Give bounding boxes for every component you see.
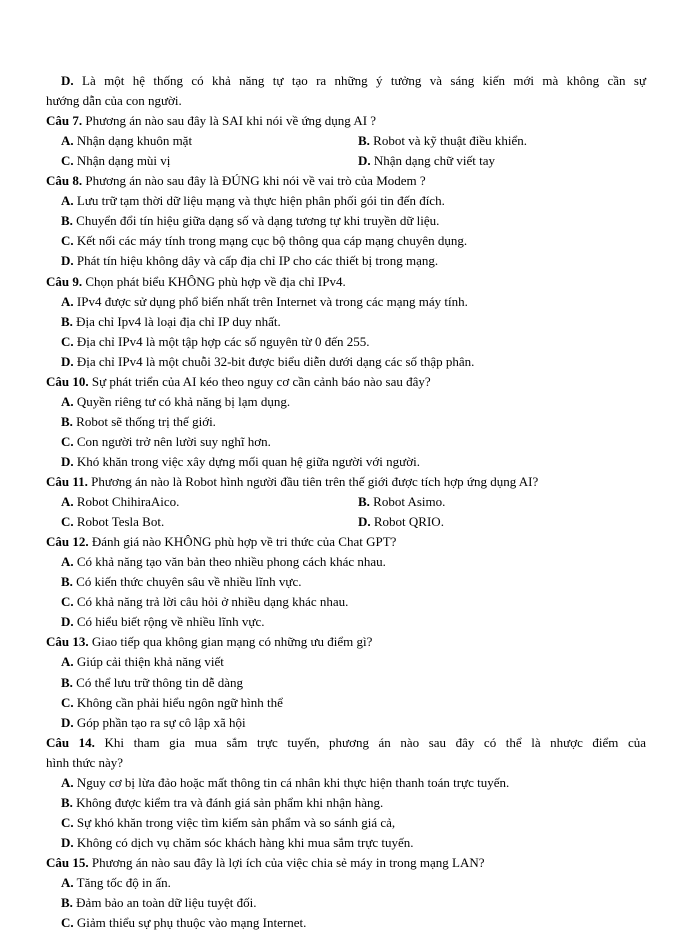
option-key: D. — [61, 73, 74, 88]
option-text: Địa chỉ IPv4 là một tập hợp các số nguyên từ 0 đến 255. — [76, 333, 370, 349]
option-text: Phát tín hiệu không dây và cấp địa chỉ IP cho các thiết bị trong mạng. — [76, 253, 439, 269]
option-key: C. — [61, 514, 74, 530]
answer-option — [61, 253, 438, 269]
question-number: Câu 15. — [46, 854, 89, 870]
option-text: Nguy cơ bị lừa đảo hoặc mất thông tin cá nhân khi thực hiện thanh toán trực tuyến. — [76, 774, 510, 790]
option-text: Không cần phải hiểu ngôn ngữ hình thể — [76, 694, 283, 710]
option-key: C. — [61, 153, 74, 169]
answer-option — [61, 895, 257, 911]
question-number: Câu 7. — [46, 113, 83, 129]
answer-option — [61, 394, 290, 410]
answer-option — [61, 815, 395, 831]
question-stem — [46, 534, 396, 550]
option-key: A. — [61, 133, 74, 149]
answer-option — [61, 835, 414, 851]
answer-option — [61, 915, 306, 931]
answer-option — [61, 654, 224, 670]
option-key: D. — [358, 153, 371, 169]
option-text: Kết nối các máy tính trong mạng cục bộ thông qua cáp mạng chuyên dụng. — [76, 233, 468, 249]
option-text: IPv4 được sử dụng phổ biến nhất trên Internet và trong các mạng máy tính. — [76, 293, 468, 309]
answer-option — [61, 675, 243, 691]
option-key: C. — [61, 915, 74, 931]
option-key: A. — [61, 654, 74, 670]
continuation-text: hình thức này? — [46, 754, 124, 770]
answer-option — [358, 153, 495, 169]
question-number: Câu 14. — [46, 734, 95, 750]
question-text: Sự phát triển của AI kéo theo nguy cơ cần cảnh báo nào sau đây? — [91, 373, 431, 389]
option-key: D. — [61, 253, 74, 269]
answer-option — [61, 695, 283, 711]
option-text: Robot và kỹ thuật điều khiển. — [373, 133, 527, 149]
answer-option — [61, 133, 192, 149]
option-text: Có thể lưu trữ thông tin dễ dàng — [76, 674, 243, 690]
option-key: C. — [61, 233, 74, 249]
option-text: Là một hệ thống có khả năng tự tạo ra những ý tưởng và sáng kiến mới mà không cần sự — [82, 73, 647, 88]
option-key: B. — [61, 895, 73, 911]
option-key: D. — [358, 514, 371, 530]
answer-option — [358, 494, 445, 510]
answer-option — [358, 133, 527, 149]
answer-option — [61, 614, 264, 630]
text-continuation — [46, 93, 182, 109]
question-number: Câu 13. — [46, 634, 89, 650]
answer-option — [61, 193, 445, 209]
answer-option — [61, 875, 171, 891]
answer-option — [358, 514, 444, 530]
option-text: Sự khó khăn trong việc tìm kiếm sản phẩm và so sánh giá cả, — [76, 814, 396, 830]
option-key: B. — [61, 674, 73, 690]
question-number: Câu 12. — [46, 534, 89, 550]
answer-option — [61, 574, 301, 590]
option-key: A. — [61, 554, 74, 570]
option-text: Robot Asimo. — [373, 494, 446, 510]
option-key: A. — [61, 393, 74, 409]
question-number: Câu 9. — [46, 273, 83, 289]
option-text: Giúp cải thiện khả năng viết — [76, 654, 224, 670]
option-text: Nhận dạng khuôn mặt — [76, 133, 193, 149]
option-key: D. — [61, 453, 74, 469]
question-text: Chọn phát biểu KHÔNG phù hợp về địa chỉ IPv4. — [85, 273, 346, 289]
answer-option — [61, 454, 420, 470]
option-text: Giảm thiểu sự phụ thuộc vào mạng Internet. — [76, 915, 307, 931]
continuation-text: hướng dẫn của con người. — [46, 93, 182, 109]
answer-option — [61, 715, 246, 731]
answer-option — [61, 494, 179, 510]
answer-option — [61, 354, 474, 370]
option-key: B. — [358, 494, 370, 510]
option-key: A. — [61, 875, 74, 890]
option-text: Khó khăn trong việc xây dựng mối quan hệ giữa người với người. — [76, 453, 420, 469]
question-stem — [46, 274, 346, 290]
question-stem — [46, 173, 426, 189]
option-text: Không có dịch vụ chăm sóc khách hàng khi mua sắm trực tuyến. — [76, 834, 414, 850]
option-text: Có khả năng trả lời câu hỏi ở nhiều dạng khác nhau. — [76, 594, 349, 610]
option-text: Nhận dạng chữ viết tay — [373, 153, 496, 169]
option-key: B. — [358, 133, 370, 149]
answer-option — [61, 294, 468, 310]
option-key: B. — [61, 794, 73, 810]
answer-option — [61, 775, 509, 791]
text-continuation — [46, 755, 123, 771]
answer-option — [61, 233, 467, 249]
answer-option — [61, 414, 216, 430]
option-text: Có khả năng tạo văn bản theo nhiều phong cách khác nhau. — [76, 554, 386, 570]
answer-option — [61, 554, 386, 570]
option-key: B. — [61, 413, 73, 429]
question-text: Phương án nào sau đây là ĐÚNG khi nói về vai trò của Modem ? — [85, 173, 426, 189]
answer-option — [61, 213, 439, 229]
option-key: C. — [61, 694, 74, 710]
answer-option — [61, 434, 271, 450]
question-stem — [46, 474, 538, 490]
question-number: Câu 8. — [46, 173, 83, 189]
option-text: Quyền riêng tư có khả năng bị lạm dụng. — [76, 393, 291, 409]
question-stem — [46, 855, 485, 871]
option-text: Lưu trữ tạm thời dữ liệu mạng và thực hiện phân phối gói tin đến đích. — [76, 193, 445, 209]
question-text: Phương án nào sau đây là SAI khi nói về ứng dụng AI ? — [85, 113, 377, 129]
option-key: C. — [61, 594, 74, 610]
answer-option — [61, 795, 383, 811]
option-key: D. — [61, 714, 74, 730]
answer-option — [61, 314, 281, 330]
question-text: Đánh giá nào KHÔNG phù hợp về tri thức của Chat GPT? — [91, 534, 397, 550]
option-text: Địa chỉ IPv4 là một chuỗi 32-bit được biểu diễn dưới dạng các số thập phân. — [76, 353, 475, 369]
option-key: A. — [61, 293, 74, 309]
option-text: Nhận dạng mùi vị — [76, 153, 171, 169]
answer-option — [61, 514, 164, 530]
option-key: D. — [61, 614, 74, 630]
option-text: Có kiến thức chuyên sâu về nhiều lĩnh vực. — [76, 574, 302, 590]
option-text: Chuyển đổi tín hiệu giữa dạng số và dạng tương tự khi truyền dữ liệu. — [76, 213, 440, 229]
question-number: Câu 10. — [46, 373, 89, 389]
question-text: Giao tiếp qua không gian mạng có những ưu điểm gì? — [91, 634, 373, 650]
option-text: Robot sẽ thống trị thế giới. — [76, 413, 216, 429]
option-text: Góp phần tạo ra sự cô lập xã hội — [76, 714, 246, 730]
question-text: Phương án nào là Robot hình người đầu tiên trên thế giới được tích hợp ứng dụng AI? — [91, 474, 539, 489]
option-text: Có hiểu biết rộng về nhiều lĩnh vực. — [76, 614, 265, 630]
answer-option — [61, 594, 348, 610]
option-key: A. — [61, 494, 74, 510]
option-text: Robot QRIO. — [373, 514, 444, 530]
answer-option — [61, 73, 646, 89]
option-key: C. — [61, 333, 74, 349]
option-key: C. — [61, 433, 74, 449]
option-key: A. — [61, 774, 74, 790]
option-text: Robot ChihiraAico. — [76, 494, 180, 510]
option-key: D. — [61, 834, 74, 850]
option-key: B. — [61, 313, 73, 329]
option-text: Không được kiểm tra và đánh giá sản phẩm khi nhận hàng. — [76, 794, 384, 810]
question-text: Khi tham gia mua sắm trực tuyến, phương án nào sau đây có thể là nhược điểm của — [104, 734, 647, 750]
question-stem — [46, 374, 431, 390]
option-key: B. — [61, 574, 73, 590]
answer-option — [61, 153, 170, 169]
answer-option — [61, 334, 370, 350]
question-stem — [46, 634, 372, 650]
option-key: A. — [61, 193, 74, 209]
option-key: B. — [61, 213, 73, 229]
option-text: Tăng tốc độ in ấn. — [76, 875, 171, 890]
option-text: Con người trở nên lười suy nghĩ hơn. — [76, 433, 271, 449]
option-text: Robot Tesla Bot. — [76, 514, 165, 530]
option-text: Địa chỉ Ipv4 là loại địa chỉ IP duy nhất. — [76, 313, 281, 329]
question-number: Câu 11. — [46, 474, 88, 489]
option-key: C. — [61, 814, 74, 830]
question-stem — [46, 113, 376, 129]
option-text: Đảm bảo an toàn dữ liệu tuyệt đối. — [76, 895, 257, 911]
question-text: Phương án nào sau đây là lợi ích của việc chia sẻ máy in trong mạng LAN? — [91, 854, 485, 870]
option-key: D. — [61, 353, 74, 369]
question-stem — [46, 735, 646, 751]
